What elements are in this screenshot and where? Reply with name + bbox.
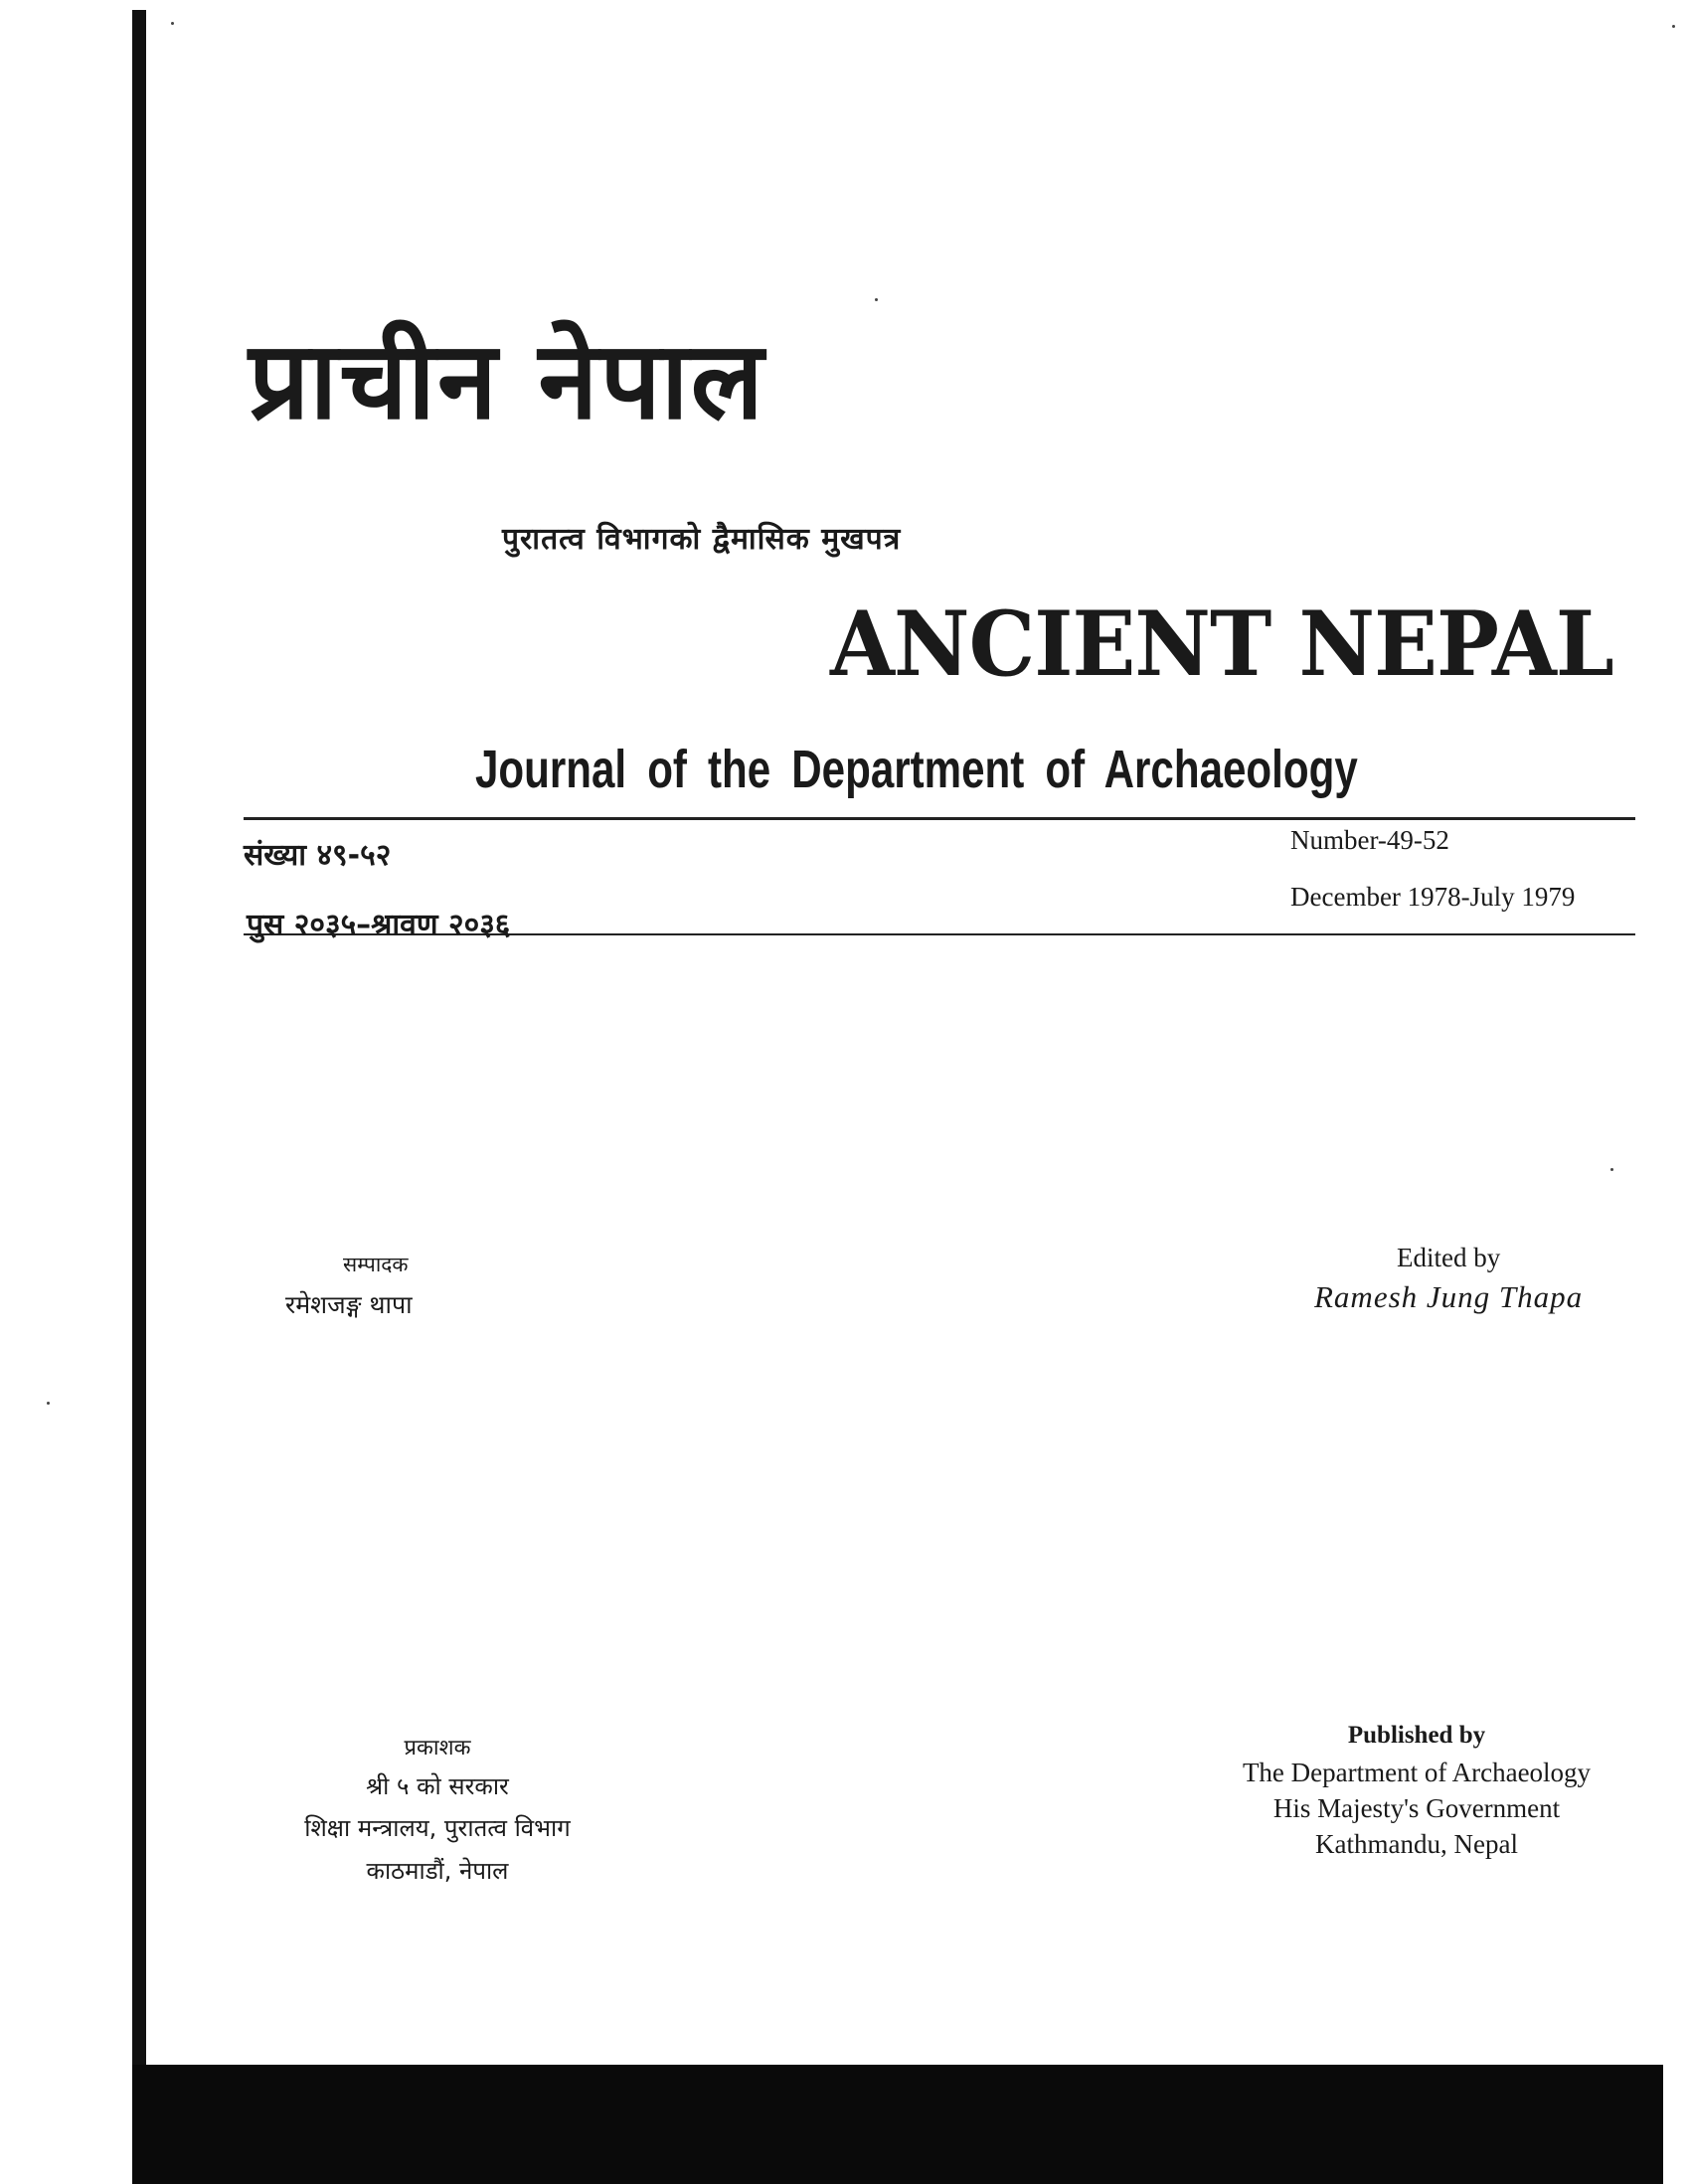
publisher-line3-nepali: काठमाडौं, नेपाल: [366, 1857, 509, 1885]
editor-label-nepali: सम्पादक: [343, 1253, 409, 1276]
scan-bottom-edge: [132, 2065, 1663, 2184]
publisher-line1: The Department of Archaeology: [1242, 1758, 1592, 1787]
editor-label: Edited by: [1397, 1243, 1501, 1272]
issue-date: December 1978-July 1979: [1290, 882, 1576, 912]
editor-name: Ramesh Jung Thapa: [1314, 1279, 1584, 1314]
scan-speck: [171, 22, 174, 25]
scan-binding-edge: [132, 10, 146, 2078]
publisher-line2: His Majesty's Government: [1272, 1793, 1561, 1823]
scan-speck: [1672, 25, 1675, 28]
issue-number-nepali: संख्या ४९-५२: [244, 838, 392, 873]
title-devanagari: प्राचीन नेपाल: [249, 319, 765, 443]
scan-speck: [875, 298, 878, 301]
editor-name-nepali: रमेशजङ्ग थापा: [285, 1290, 413, 1319]
header-rule-top: [244, 817, 1635, 820]
publisher-label-nepali: प्रकाशक: [404, 1736, 471, 1761]
publisher-line1-nepali: श्री ५ को सरकार: [366, 1772, 509, 1800]
journal-subtitle: Journal of the Department of Archaeology: [475, 740, 1358, 799]
publisher-label: Published by: [1347, 1722, 1486, 1749]
publisher-line3: Kathmandu, Nepal: [1315, 1829, 1518, 1859]
scan-speck: [47, 1402, 50, 1405]
subtitle-devanagari: पुरातत्व विभागको द्वैमासिक मुखपत्र: [502, 522, 902, 557]
scan-speck: [1610, 1168, 1613, 1171]
issue-number: Number-49-52: [1290, 825, 1449, 855]
journal-title: ANCIENT NEPAL: [830, 591, 1613, 697]
publisher-line2-nepali: शिक्षा मन्त्रालय, पुरातत्व विभाग: [304, 1814, 571, 1842]
issue-date-nepali: पुस २०३५–श्रावण २०३६: [247, 908, 511, 942]
